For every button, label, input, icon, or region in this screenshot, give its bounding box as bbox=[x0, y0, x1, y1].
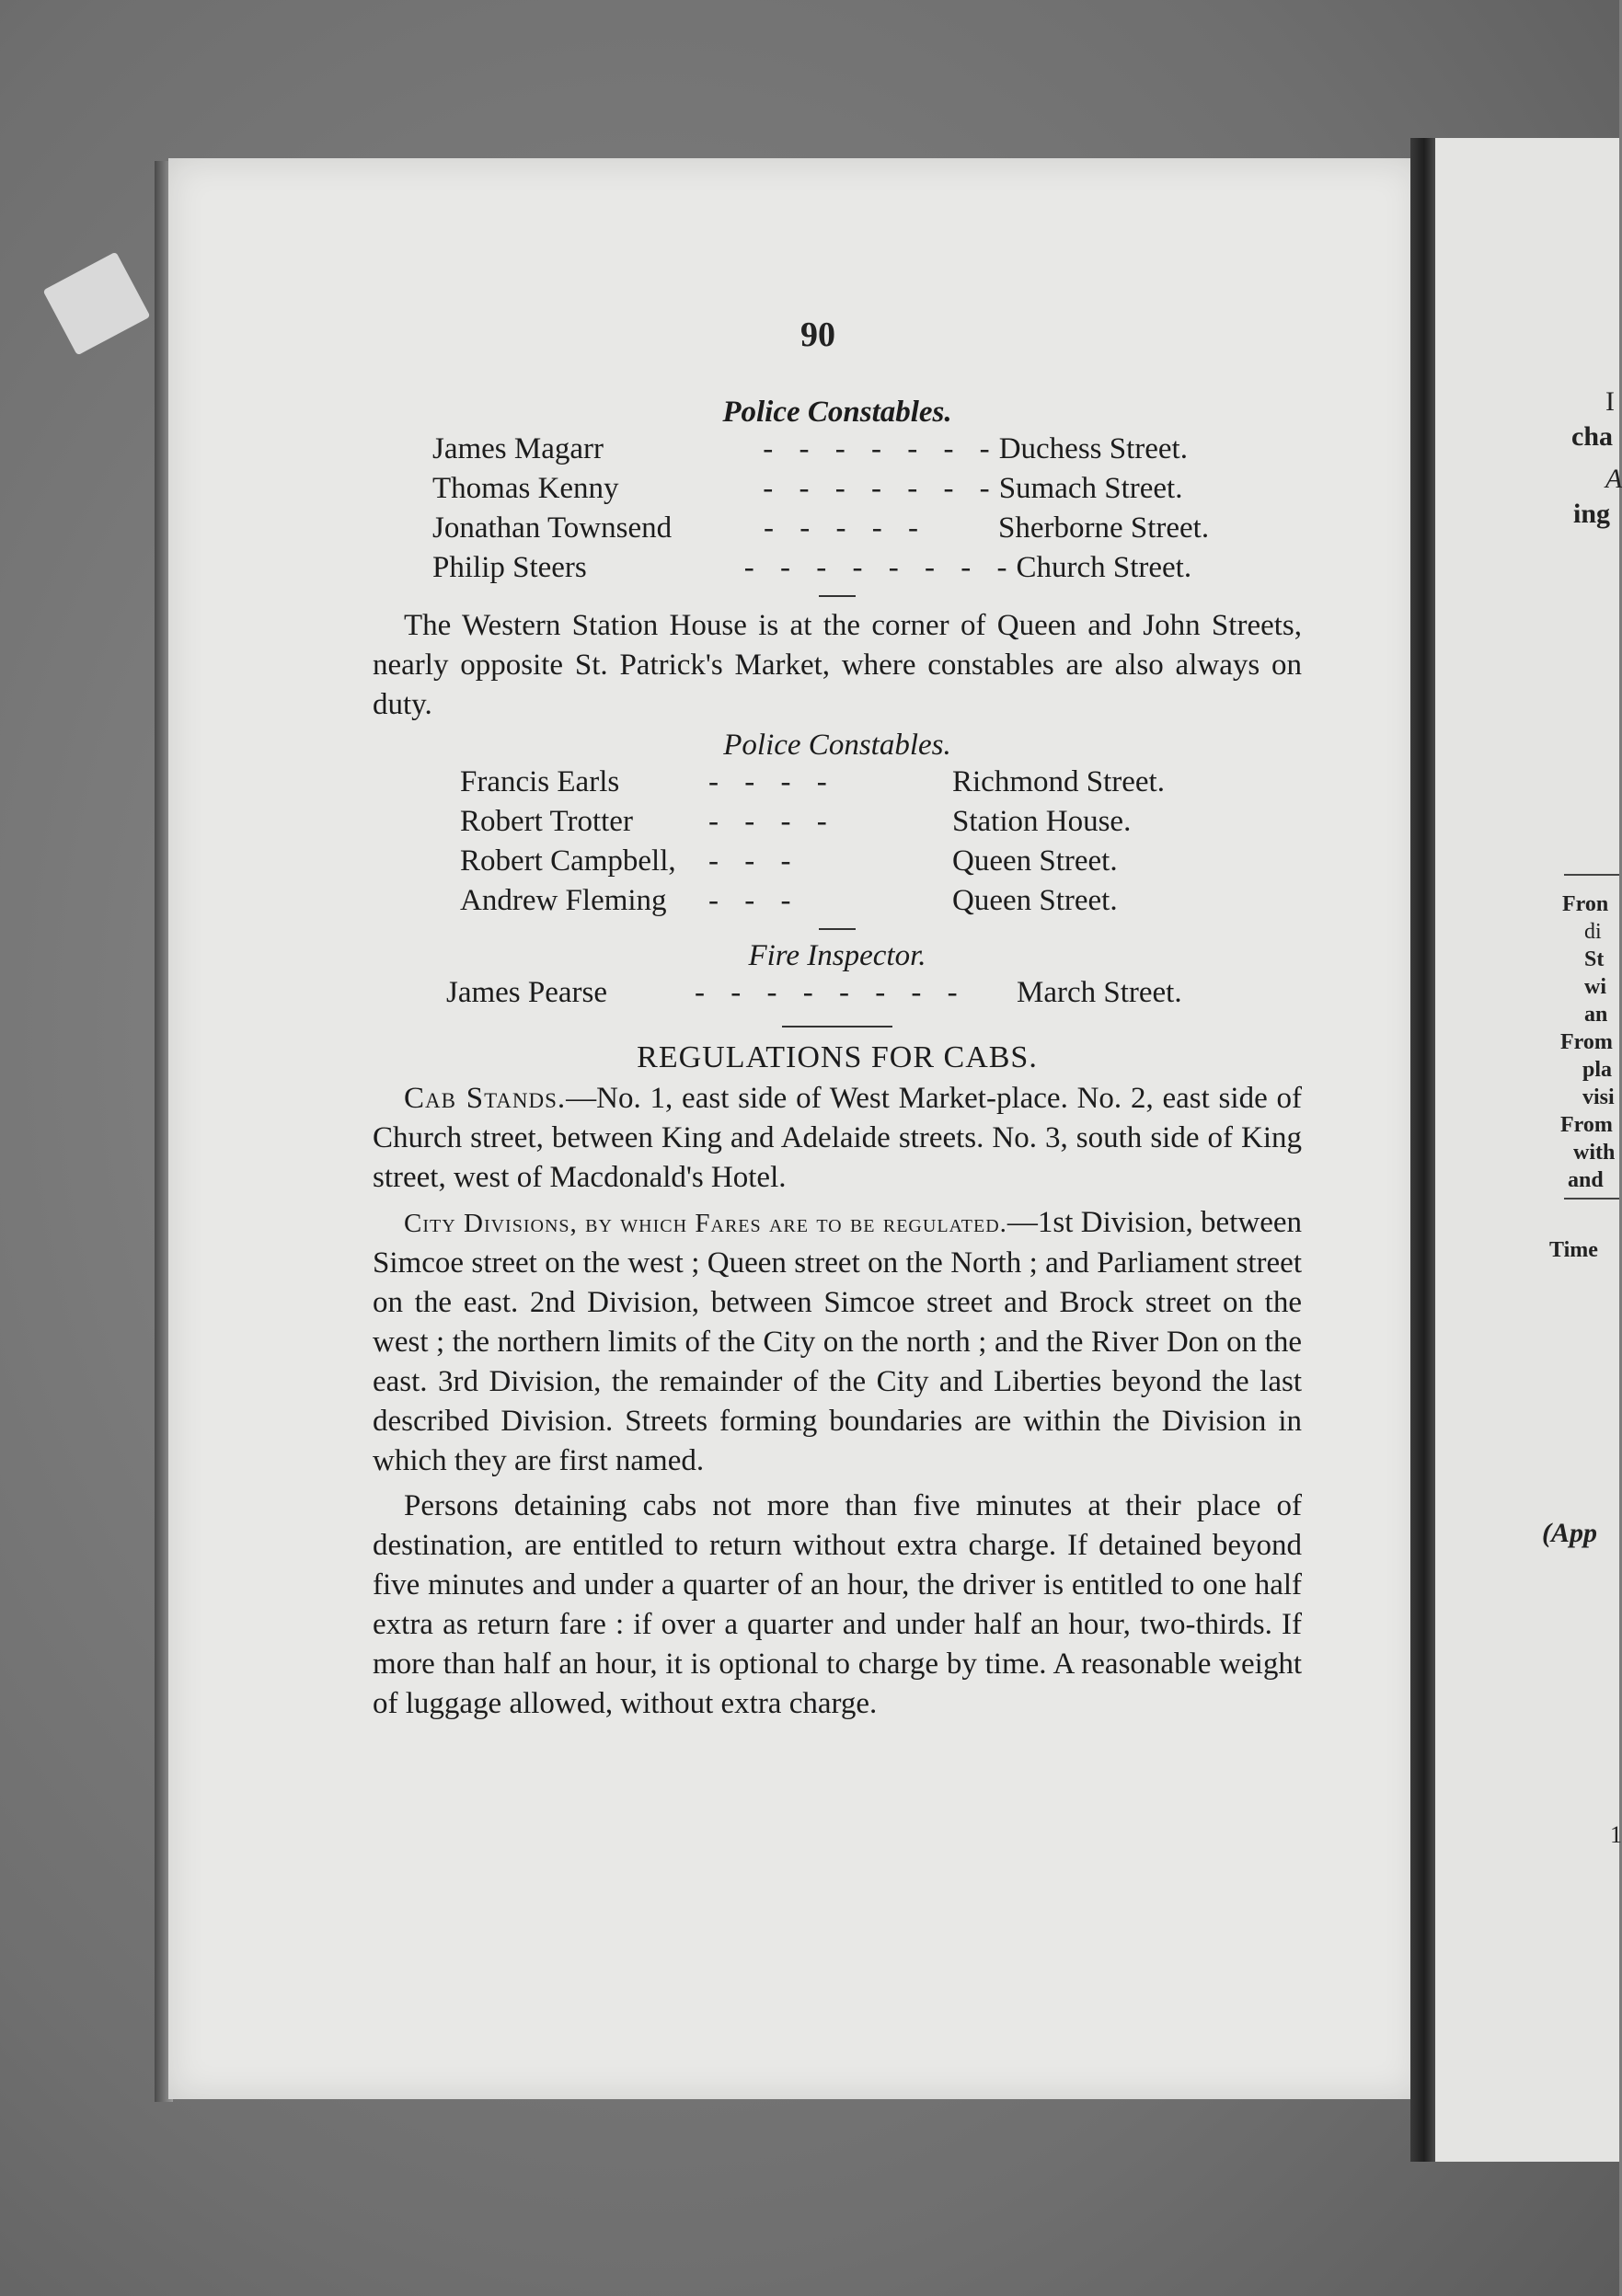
constable-name: James Magarr bbox=[432, 432, 604, 465]
roster-row bbox=[432, 469, 1302, 509]
constables-list-2 bbox=[373, 763, 1256, 921]
constable-location: Richmond Street. bbox=[952, 765, 1165, 798]
section-divider bbox=[782, 1026, 892, 1027]
constable-name: Philip Steers bbox=[432, 551, 587, 584]
constable-name: Robert Trotter bbox=[460, 805, 633, 838]
cab-stands-label: Cab Stands. bbox=[404, 1082, 567, 1115]
leader-dots: - - - - - bbox=[764, 511, 927, 545]
constable-location: Sherborne Street. bbox=[998, 511, 1210, 545]
roster-row bbox=[460, 881, 1256, 921]
inspector-location: March Street. bbox=[1017, 976, 1182, 1009]
leader-dots: - - - bbox=[708, 884, 800, 917]
roster-row bbox=[432, 548, 1302, 588]
book-page-right bbox=[1435, 138, 1622, 2162]
cab-stands-text: —No. 1, east side of West Market-place. No. 2, east side of Church street, between King and Adelaide streets. No. 3, south side of King street, west of Macdonald's Hotel. bbox=[373, 1082, 1302, 1194]
constable-name: Andrew Fleming bbox=[460, 884, 667, 917]
right-fragment: cha bbox=[1571, 421, 1613, 452]
inspector-name: James Pearse bbox=[446, 976, 608, 1009]
regulations-title: REGULATIONS FOR CABS. bbox=[637, 1040, 1038, 1074]
fire-inspector-heading: Fire Inspector. bbox=[748, 939, 926, 972]
constable-name: Jonathan Townsend bbox=[432, 511, 673, 545]
right-fragment: A bbox=[1605, 464, 1622, 494]
right-fragment: wi bbox=[1584, 975, 1606, 999]
leader-dots: - - - - - - - - bbox=[695, 976, 967, 1009]
right-rule bbox=[1564, 874, 1619, 876]
right-fragment: I bbox=[1605, 386, 1615, 417]
right-fragment: and bbox=[1568, 1168, 1604, 1192]
right-fragment: St bbox=[1584, 947, 1605, 971]
city-divisions-paragraph bbox=[373, 1203, 1302, 1481]
section-divider bbox=[819, 595, 856, 597]
right-fragment: 1 bbox=[1610, 1821, 1622, 1848]
right-fragment: di bbox=[1584, 920, 1602, 944]
right-fragment: (App bbox=[1542, 1518, 1597, 1548]
constable-location: Church Street. bbox=[1016, 551, 1192, 584]
fire-inspector-list bbox=[373, 973, 1237, 1013]
constable-name: Francis Earls bbox=[460, 765, 620, 798]
roster-row bbox=[460, 842, 1256, 881]
city-divisions-text: —1st Division, between Simcoe street on the west ; Queen street on the North ; and Parliament street on the east. 2nd Division, between Simcoe street and Brock street on the west ; the northern limits of the City on the north ; and the River Don on the east. 3rd Division, the remainder of the City and Liberties beyond the last described Division. Streets forming boundaries are within the Division in which they are first named. bbox=[373, 1206, 1302, 1477]
section-divider bbox=[819, 928, 856, 930]
persons-detaining-paragraph: Persons detaining cabs not more than five minutes at their place of destination, are entitled to return without extra charge. If detained beyond five minutes and under a quarter of an hour, the driver is entitled to one half extra as return fare : if over a quarter and under half an hour, two-thirds. If more than half an hour, it is optional to charge by time. A reasonable weight of luggage allowed, without extra charge. bbox=[373, 1489, 1302, 1720]
police-constables-heading-1: Police Constables. bbox=[722, 396, 952, 429]
city-divisions-label: City Divisions, by which Fares are to be regulated. bbox=[404, 1209, 1007, 1238]
page-content bbox=[373, 396, 1302, 1724]
right-fragment: From bbox=[1560, 1113, 1613, 1137]
right-fragment: visi bbox=[1582, 1085, 1615, 1109]
constable-name: Robert Campbell, bbox=[460, 844, 676, 878]
cab-stands-paragraph bbox=[373, 1079, 1302, 1198]
roster-row bbox=[432, 509, 1302, 548]
page-number: 90 bbox=[800, 316, 835, 354]
constables-list-1 bbox=[373, 430, 1302, 588]
leader-dots: - - - - - - - bbox=[763, 472, 999, 505]
roster-row bbox=[460, 802, 1256, 842]
constable-location: Sumach Street. bbox=[998, 472, 1183, 505]
leader-dots: - - - - - - - bbox=[763, 432, 999, 465]
leader-dots: - - - - - - - - bbox=[743, 551, 1017, 584]
western-station-paragraph: The Western Station House is at the corner of Queen and John Streets, nearly opposite St. Patrick's Market, where constables are also always on duty. bbox=[373, 609, 1302, 721]
constable-location: Duchess Street. bbox=[998, 432, 1188, 465]
right-fragment: From bbox=[1560, 1030, 1613, 1054]
leader-dots: - - - - bbox=[708, 805, 836, 838]
constable-name: Thomas Kenny bbox=[432, 472, 619, 505]
right-rule bbox=[1564, 1198, 1619, 1200]
leader-dots: - - - bbox=[708, 844, 800, 878]
right-fragment: Fron bbox=[1562, 892, 1609, 916]
right-fragment: Time bbox=[1549, 1238, 1598, 1262]
right-fragment: with bbox=[1573, 1141, 1616, 1165]
roster-row bbox=[446, 973, 1237, 1013]
constable-location: Queen Street. bbox=[952, 844, 1118, 878]
right-fragment: ing bbox=[1573, 499, 1611, 529]
right-fragment: an bbox=[1584, 1003, 1608, 1027]
police-constables-heading-2: Police Constables. bbox=[723, 729, 951, 762]
leader-dots: - - - - bbox=[708, 765, 836, 798]
constable-location: Queen Street. bbox=[952, 884, 1118, 917]
right-fragment: pla bbox=[1582, 1058, 1613, 1082]
roster-row bbox=[432, 430, 1302, 469]
book-gutter bbox=[1410, 138, 1438, 2162]
roster-row bbox=[460, 763, 1256, 802]
constable-location: Station House. bbox=[952, 805, 1132, 838]
